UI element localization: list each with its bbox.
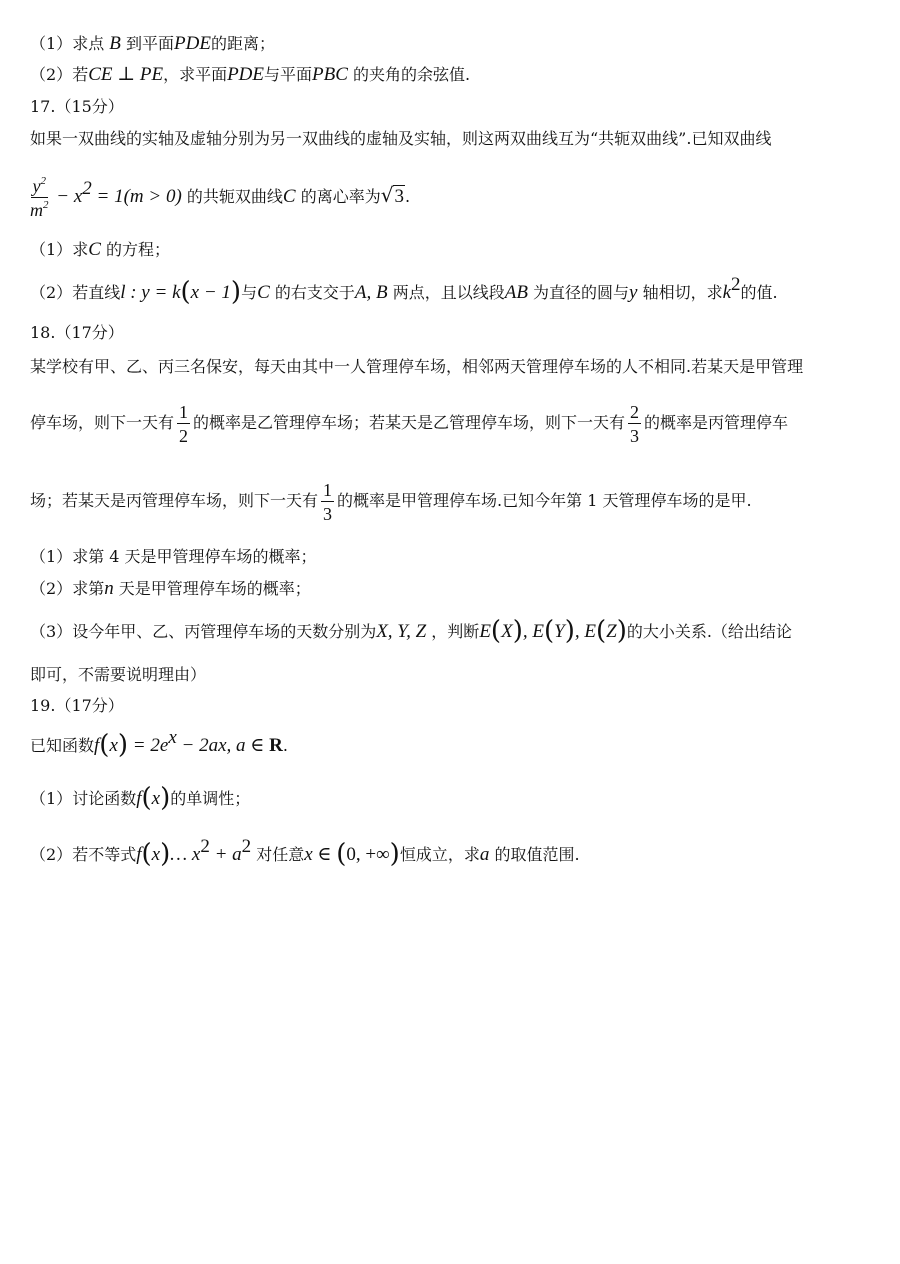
exponent: x — [168, 727, 177, 748]
math-plus-a: + a — [209, 844, 242, 865]
q17-intro: 如果一双曲线的实轴及虚轴分别为另一双曲线的虚轴及实轴，则这两双曲线互为“共轭双曲线”.已知双曲线 — [30, 129, 772, 148]
q17-heading: 17.（15分） — [30, 97, 124, 116]
text: 与平面 — [264, 65, 313, 84]
text: 若直线 — [72, 283, 121, 302]
text: 的夹角的余弦值. — [353, 65, 471, 84]
text: ，求平面 — [163, 65, 228, 84]
text: 与 — [241, 283, 258, 302]
denominator: 3 — [630, 425, 640, 446]
math-PDE: PDE — [227, 64, 265, 85]
denominator: 3 — [323, 503, 333, 524]
exponent: 2 — [731, 274, 741, 295]
paren-right: ) — [230, 277, 242, 307]
text: 场；若某天是丙管理停车场，则下一天有 — [30, 491, 319, 510]
paren-left: ( — [180, 277, 191, 307]
q18-line2 — [30, 400, 788, 446]
text: 的单调性； — [170, 789, 251, 808]
math-x-minus-1: x − 1 — [190, 282, 231, 303]
math-C: C — [257, 282, 270, 303]
math-f: f — [136, 844, 142, 865]
math-PBC: PBC — [312, 64, 348, 85]
math-x-in: x ∈ — [304, 844, 337, 865]
math-eq: : y = k — [125, 282, 181, 303]
math-a: a — [479, 844, 490, 865]
math-E: E — [584, 621, 596, 642]
math-C: C — [88, 239, 101, 260]
text: 设今年甲、乙、丙管理停车场的天数分别为 — [72, 622, 377, 641]
part-label: （2） — [30, 65, 73, 84]
q18-heading: 18.（17分） — [30, 323, 124, 342]
part-label: （1） — [30, 789, 73, 808]
q18-part2 — [30, 578, 311, 600]
math-k: k — [722, 282, 732, 303]
part-label: （1） — [30, 34, 73, 53]
exponent: 2 — [241, 836, 252, 857]
part-label: （2） — [30, 579, 73, 598]
math-B: B — [109, 33, 121, 54]
part-label: （2） — [30, 283, 73, 302]
q19-given: 已知函数$f(x) = 2e^x - 2ax$, a ∈ R. — [30, 727, 288, 760]
math-AB: AB — [504, 282, 528, 303]
math-PDE: PDE — [174, 33, 211, 54]
text: . — [282, 736, 288, 755]
text: 的概率是丙管理停车 — [644, 413, 789, 432]
text: 天是甲管理停车场的概率； — [118, 579, 311, 598]
q17-part2 — [30, 274, 778, 307]
text: . — [404, 187, 411, 206]
numerator: 1 — [323, 479, 333, 500]
text: 求点 — [72, 34, 105, 53]
text: 求第 4 天是甲管理停车场的概率； — [72, 547, 317, 566]
text: 的距离； — [210, 34, 275, 53]
math-condition: CE ⊥ PE — [88, 64, 164, 85]
text: 停车场，则下一天有 — [30, 413, 175, 432]
numerator: 1 — [179, 401, 189, 422]
fraction-1-2 — [177, 403, 190, 445]
text: 恒成立，求 — [399, 845, 480, 864]
math-E: E — [532, 621, 544, 642]
math-n: n — [104, 578, 114, 599]
q18-part1 — [30, 546, 317, 568]
text: 若 — [72, 65, 89, 84]
q17-equation-line — [30, 172, 410, 220]
numerator: 2 — [630, 401, 640, 422]
q19-heading: 19.（17分） — [30, 696, 124, 715]
exponent: 2 — [200, 836, 210, 857]
text: 的右支交于 — [274, 283, 355, 302]
math-A-B: A, B — [354, 282, 388, 303]
math-Y: Y — [554, 621, 565, 642]
q19-part1: （1）讨论函数f(x)的单调性； — [30, 783, 251, 813]
text: 两点，且以线段 — [392, 283, 505, 302]
math-x: x — [151, 844, 161, 865]
text: 轴相切，求 — [642, 283, 723, 302]
text: 的共轭双曲线 — [186, 187, 283, 206]
paren-left: ( — [336, 839, 347, 869]
math-y: y — [629, 282, 638, 303]
sqrt-icon: √ — [380, 183, 394, 207]
math-y: y — [32, 175, 41, 196]
exponent: 2 — [43, 198, 49, 211]
math-rest: − 2ax, a ∈ — [176, 735, 270, 756]
exponent: 2 — [82, 178, 92, 199]
text: ，判断 — [431, 622, 480, 641]
q18-line1: 某学校有甲、乙、丙三名保安，每天由其中一人管理停车场，相邻两天管理停车场的人不相同.若某天是甲管理 — [30, 357, 804, 376]
denominator: 2 — [179, 425, 189, 446]
math-minus-x: − x — [51, 186, 83, 207]
q19-part2: （2）若不等式f(x)… $x^2 + a^2$ 对任意x ∈ (0, +∞)恒成立，求a 的取值范围. — [30, 836, 580, 869]
math-X: X — [501, 621, 513, 642]
text: 求 — [72, 240, 89, 259]
part-label: （2） — [30, 845, 73, 864]
text: 求第 — [72, 579, 105, 598]
math-C: C — [282, 186, 296, 207]
text: 到平面 — [126, 34, 175, 53]
q18-part3: （3）设今年甲、乙、丙管理停车场的天数分别为X, Y, Z ，判断E(X), E(Y), E(Z)的大小关系.（给出结论 — [30, 616, 792, 646]
text: 讨论函数 — [72, 789, 137, 808]
text: 已知函数 — [30, 736, 95, 755]
part-label: （1） — [30, 547, 73, 566]
paren-right: ) — [389, 839, 400, 869]
exponent: 2 — [40, 174, 46, 187]
math-l: l — [120, 282, 126, 303]
q18-line3 — [30, 478, 752, 524]
math-ineq: … x — [170, 844, 201, 865]
text: 对任意 — [256, 845, 305, 864]
text: 的方程； — [105, 240, 170, 259]
text: 的概率是乙管理停车场；若某天是乙管理停车场，则下一天有 — [193, 413, 626, 432]
math-R: R — [269, 735, 283, 756]
math-m: m — [30, 199, 43, 220]
q16-part1 — [30, 33, 275, 55]
part-label: （1） — [30, 240, 73, 259]
math-eq: = 2e — [128, 735, 169, 756]
math-f: f — [94, 735, 100, 756]
math-interval: 0, +∞ — [346, 844, 390, 865]
fraction-1-3 — [321, 481, 334, 523]
math-equals: = 1(m > 0) — [91, 186, 182, 207]
math-x: x — [109, 735, 118, 756]
fraction-y2-m2 — [30, 174, 49, 220]
text: 的值. — [740, 283, 778, 302]
math-3: 3 — [394, 186, 404, 207]
math-Z: Z — [606, 621, 617, 642]
fraction-2-3 — [628, 403, 641, 445]
q17-part1 — [30, 239, 170, 261]
text: 为直径的圆与 — [533, 283, 630, 302]
part-label: （3） — [30, 622, 73, 641]
text: 的取值范围. — [494, 845, 580, 864]
text: 的离心率为 — [300, 187, 381, 206]
math-x: x — [151, 788, 161, 809]
math-E: E — [479, 621, 491, 642]
math-f: f — [136, 788, 142, 809]
text: 若不等式 — [72, 845, 137, 864]
q18-part3-cont: 即可，不需要说明理由） — [30, 665, 207, 684]
q16-part2 — [30, 64, 470, 86]
math-XYZ: X, Y, Z — [376, 621, 427, 642]
text: 的概率是甲管理停车场.已知今年第 1 天管理停车场的是甲. — [337, 491, 752, 510]
text: 的大小关系.（给出结论 — [626, 622, 792, 641]
